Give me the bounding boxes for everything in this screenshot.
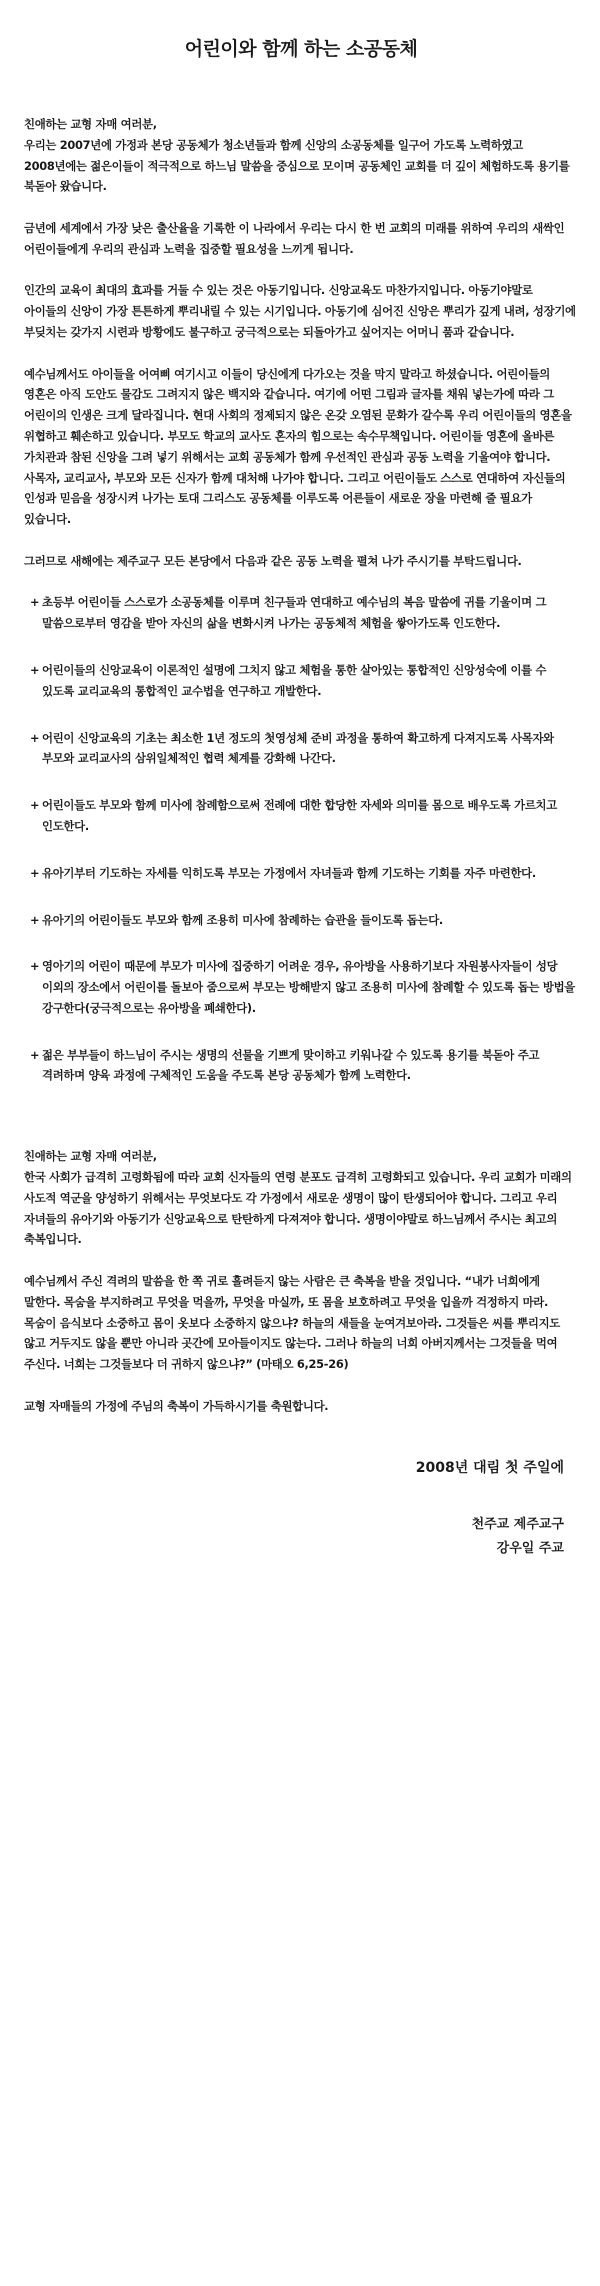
list-item: + 영아기의 어린이 때문에 부모가 미사에 집중하기 어려운 경우, 유아방을 사용하기보다 자원봉사자들이 성당 이외의 장소에서 어린이를 돌보아 줌으로써 부모는 방해받지 않고 조용히 미사에 참례할 수 있도록 돕는 방법을 강구한다(궁극적으로는 유아방을 폐쇄한다). xyxy=(24,956,578,1018)
letter-body xyxy=(24,114,578,1561)
paragraph: 한국 사회가 급격히 고령화됨에 따라 교회 신자들의 연령 분포도 급격히 고령화되고 있습니다. 우리 교회가 미래의 사도적 역군을 양성하기 위해서는 무엇보다도 각 가정에서 새로운 생명이 많이 탄생되어야 합니다. 그리고 우리 자녀들의 유아기와 아동기가 신앙교육으로 탄탄하게 다져져야 합니다. 생명이야말로 하느님께서 주시는 최고의 축복입니다. xyxy=(24,1170,572,1247)
list-item: + 초등부 어린이들 스스로가 소공동체를 이루며 친구들과 연대하고 예수님의 복음 말씀에 귀를 기울이며 그 말씀으로부터 영감을 받아 자신의 삶을 변화시켜 나가는 공동체적 체험을 쌓아가도록 인도한다. xyxy=(24,592,578,634)
greeting: 친애하는 교형 자매 여러분, xyxy=(24,117,157,131)
date-line: 2008년 대림 첫 주일에 xyxy=(415,1459,564,1476)
paragraph: 예수님께서도 아이들을 어여삐 여기시고 이들이 당신에게 다가오는 것을 막지 말라고 하셨습니다. 어린이들의 영혼은 아직 도안도 물감도 그려지지 않은 백지와 같습니다. 여기에 어떤 그림과 글자를 채워 넣는가에 따라 그 어린이의 인생은 크게 달라집니다. 현대 사회의 정제되지 않은 온갖 오염된 문화가 갈수록 우리 어린이들의 영혼을 위협하고 훼손하고 있습니다. 부모도 학교의 교사도 혼자의 힘으로는 속수무책입니다. 어린이들 영혼에 올바른 가치관과 참된 신앙을 그려 넣기 위해서는 교회 공동체가 함께 우선적인 관심과 공동 노력을 기울여야 합니다. 사목자, 교리교사, 부모와 모든 신자가 함께 대처해 나가야 합니다. 그리고 어린이들도 스스로 연대하여 자신들의 인성과 믿음을 성장시켜 나가는 토대 그리스도 공동체를 이루도록 어른들이 새로운 장을 마련해 줄 필요가 있습니다. xyxy=(24,366,572,527)
list-item: + 유아기의 어린이들도 부모와 함께 조용히 미사에 참례하는 습관을 들이도록 돕는다. xyxy=(24,910,578,931)
paragraph: 우리는 2007년에 가정과 본당 공동체가 청소년들과 함께 신앙의 소공동체를 일구어 가도록 노력하였고 2008년에는 젊은이들이 적극적으로 하느님 말씀을 중심으로 모이며 공동체인 교회를 더 깊이 체험하도록 용기를 북돋아 왔습니다. xyxy=(24,137,570,194)
bullet: + xyxy=(30,595,40,610)
paragraph: 인간의 교육이 최대의 효과를 거둘 수 있는 것은 아동기입니다. 신앙교육도 마찬가지입니다. 아동기야말로 아이들의 신앙이 가장 튼튼하게 뿌리내릴 수 있는 시기입니다. 아동기에 심어진 신앙은 뿌리가 깊게 내려, 성장기에 부딪치는 갖가지 시련과 방황에도 불구하고 궁극적으로는 되돌아가고 싶어지는 어머니 품과 같습니다. xyxy=(24,283,576,339)
bishop-name: 강우일 주교 xyxy=(496,1540,564,1556)
list-item: + 어린이 신앙교육의 기초는 최소한 1년 정도의 첫영성체 준비 과정을 통하여 확고하게 다져지도록 사목자와 부모와 교리교사의 삼위일체적인 협력 체계를 강화해 나간다. xyxy=(24,728,578,770)
bullet: + xyxy=(30,912,40,927)
diocese-name: 천주교 제주교구 xyxy=(471,1516,564,1532)
paragraph: 금년에 세계에서 가장 낮은 출산율을 기록한 이 나라에서 우리는 다시 한 번 교회의 미래를 위하여 우리의 새싹인 어린이들에게 우리의 관심과 노력을 집중할 필요성을 느끼게 됩니다. xyxy=(24,220,565,256)
bullet: + xyxy=(30,730,40,745)
closing-paragraph: 교형 자매들의 가정에 주님의 축복이 가득하시기를 축원합니다. xyxy=(24,1398,329,1413)
signature-block xyxy=(24,1457,578,1561)
paragraph: 그러므로 새해에는 제주교구 모든 본당에서 다음과 같은 공동 노력을 펼쳐 나가 주시기를 부탁드립니다. xyxy=(24,553,522,568)
list-item: + 유아기부터 기도하는 자세를 익히도록 부모는 가정에서 자녀들과 함께 기도하는 기회를 자주 마련한다. xyxy=(24,863,578,884)
bullet: + xyxy=(30,959,40,974)
action-list xyxy=(24,592,578,1086)
bullet: + xyxy=(30,1047,40,1062)
page-title: 어린이와 함께 하는 소공동체 xyxy=(184,38,418,60)
bullet: + xyxy=(30,865,40,880)
list-item: + 젊은 부부들이 하느님이 주시는 생명의 선물을 기쁘게 맞이하고 키워나갈 수 있도록 용기를 북돋아 주고 격려하며 양육 과정에 구체적인 도움을 주도록 본당 공동체가 함께 노력한다. xyxy=(24,1045,578,1087)
paragraph: 예수님께서 주신 격려의 말씀을 한 쪽 귀로 흘려듣지 않는 사람은 큰 축복을 받을 것입니다. “내가 너희에게 말한다. 목숨을 부지하려고 무엇을 먹을까, 무엇을 마실까, 또 몸을 보호하려고 무엇을 입을까 걱정하지 마라. 목숨이 음식보다 소중하고 몸이 옷보다 소중하지 않으냐? 하늘의 새들을 눈여겨보아라. 그것들은 씨를 뿌리지도 않고 거두지도 않을 뿐만 아니라 곳간에 모아들이지도 않는다. 그러나 하늘의 너희 아버지께서는 그것들을 먹여 주신다. 너희는 그것들보다 더 귀하지 않으냐?” (마태오 6,25-26) xyxy=(24,1274,560,1372)
greeting: 친애하는 교형 자매 여러분, xyxy=(24,1149,157,1164)
list-item: + 어린이들의 신앙교육이 이론적인 설명에 그치지 않고 체험을 통한 살아있는 통합적인 신앙성숙에 이를 수 있도록 교리교육의 통합적인 교수법을 연구하고 개발한다. xyxy=(24,660,578,702)
bullet: + xyxy=(30,798,40,813)
bullet: + xyxy=(30,662,40,677)
list-item: + 어린이들도 부모와 함께 미사에 참례함으로써 전례에 대한 합당한 자세와 의미를 몸으로 배우도록 가르치고 인도한다. xyxy=(24,795,578,837)
